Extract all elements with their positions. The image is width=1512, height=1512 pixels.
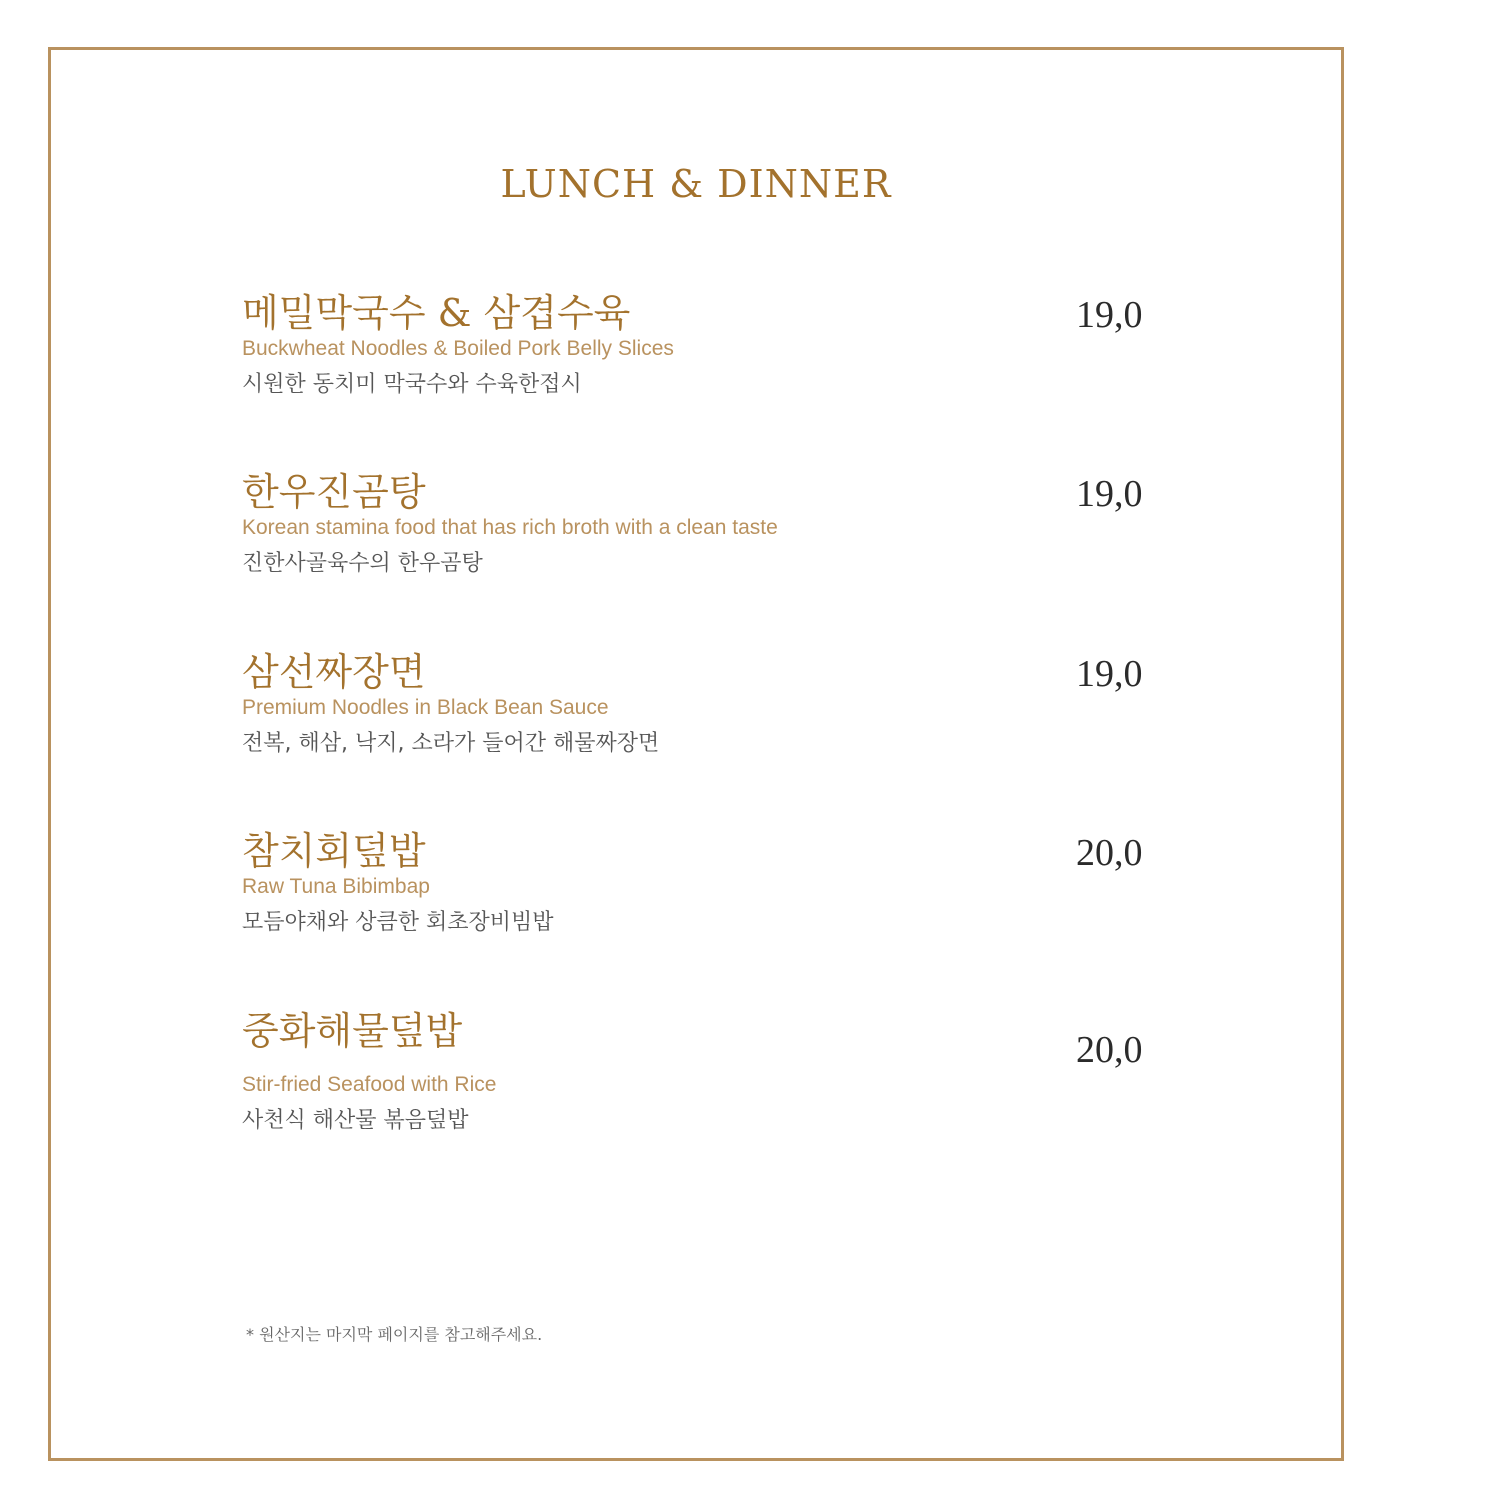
- menu-item: [242, 1009, 1162, 1137]
- menu-item-description: 시원한 동치미 막국수와 수육한접시: [242, 372, 582, 397]
- origin-footnote: * 원산지는 마지막 페이지를 참고해주세요.: [246, 1325, 543, 1344]
- menu-item-name-en: Stir-fried Seafood with Rice: [242, 1073, 497, 1096]
- menu-item-name-ko: 메밀막국수 & 삼겹수육: [242, 291, 631, 335]
- menu-item: [242, 291, 1162, 401]
- menu-item-description: 진한사골육수의 한우곰탕: [242, 551, 483, 576]
- menu-item-description: 모듬야채와 상큼한 회초장비빔밥: [242, 910, 554, 935]
- menu-item-name-ko: 중화해물덮밥: [242, 1009, 463, 1053]
- menu-item-price: 20,0: [1076, 832, 1143, 874]
- menu-item-description: 사천식 해산물 볶음덮밥: [242, 1108, 469, 1133]
- menu-item-name-ko: 한우진곰탕: [242, 470, 426, 514]
- menu-item: [242, 470, 1162, 580]
- menu-item-name-en: Korean stamina food that has rich broth with a clean taste: [242, 516, 778, 539]
- menu-item: [242, 650, 1162, 760]
- menu-item-description: 전복, 해삼, 낙지, 소라가 들어간 해물짜장면: [242, 731, 660, 756]
- menu-item-price: 20,0: [1076, 1029, 1143, 1071]
- menu-item-price: 19,0: [1076, 473, 1143, 515]
- menu-title: LUNCH & DINNER: [500, 162, 892, 206]
- menu-item-name-ko: 삼선짜장면: [242, 650, 426, 694]
- menu-item-price: 19,0: [1076, 294, 1143, 336]
- menu-item-name-ko: 참치회덮밥: [242, 829, 426, 873]
- menu-item-name-en: Raw Tuna Bibimbap: [242, 875, 430, 898]
- menu-item: [242, 829, 1162, 939]
- menu-item-price: 19,0: [1076, 653, 1143, 695]
- menu-item-name-en: Premium Noodles in Black Bean Sauce: [242, 696, 609, 719]
- menu-item-name-en: Buckwheat Noodles & Boiled Pork Belly Slices: [242, 337, 674, 360]
